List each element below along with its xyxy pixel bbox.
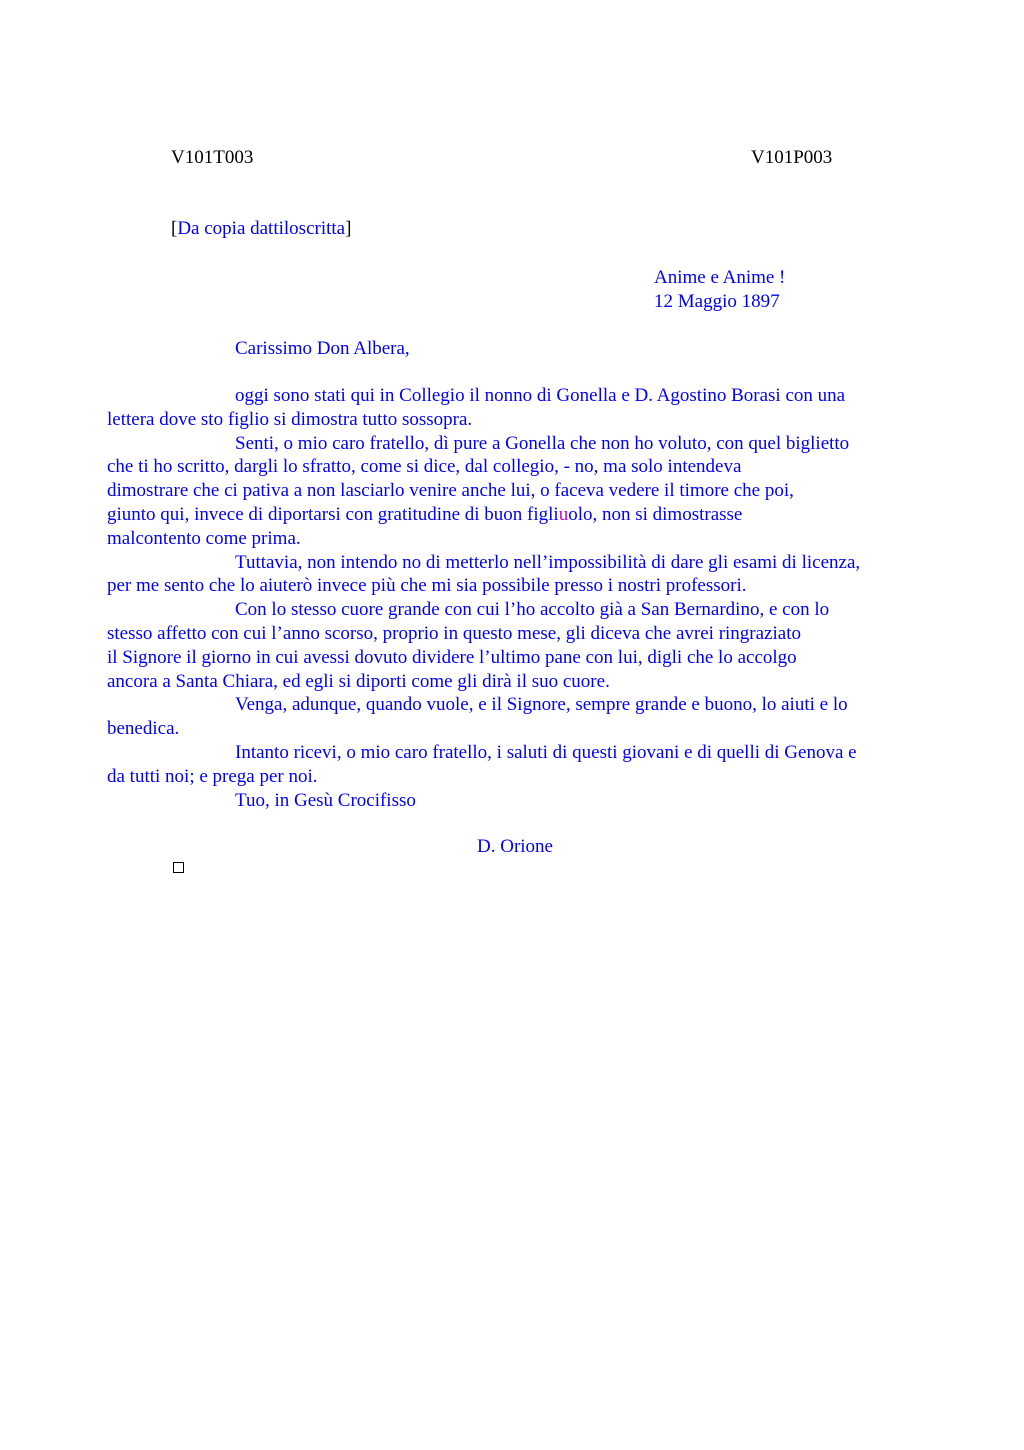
paragraph-line: stesso affetto con cui l’anno scorso, proprio in questo mese, gli diceva che avrei ringraziato [107, 622, 801, 644]
closing-line: Tuo, in Gesù Crocifisso [235, 789, 416, 811]
paragraph-line: ancora a Santa Chiara, ed egli si diporti come gli dirà il suo cuore. [107, 670, 610, 692]
paragraph-4 [107, 598, 931, 693]
paragraph-line: Tuttavia, non intendo no di metterlo nell’impossibilità di dare gli esami di licenza, [235, 551, 861, 573]
end-of-document-box-icon [173, 862, 184, 873]
paragraph-line: benedica. [107, 718, 180, 740]
salutation: Carissimo Don Albera, [235, 338, 410, 359]
paragraph-line: oggi sono stati qui in Collegio il nonno di Gonella e D. Agostino Borasi con una [235, 385, 846, 406]
closing [171, 789, 931, 813]
paragraph-line [107, 503, 931, 527]
paragraph-line: malcontento come prima. [107, 527, 301, 549]
paragraph-1 [107, 384, 931, 432]
source-note-text: Da copia dattiloscritta [177, 218, 346, 239]
paragraph-6 [107, 741, 931, 789]
paragraph-line: da tutti noi; e prega per noi. [107, 765, 318, 787]
document-code-right: V101P003 [751, 147, 833, 168]
paragraph-line: Senti, o mio caro fratello, dì pure a Gonella che non ho voluto, con quel biglietto [235, 432, 850, 454]
paragraph-line: che ti ho scritto, dargli lo sfratto, come si dice, dal collegio, - no, ma solo intendeva [107, 456, 742, 478]
highlighted-letter: u [558, 503, 569, 525]
letter-body [107, 384, 931, 812]
letter-place: Anime e Anime ! [654, 267, 786, 288]
paragraph-line: dimostrare che ci pativa a non lasciarlo venire anche lui, o faceva vedere il timore che poi, [107, 480, 794, 502]
paragraph-line: per me sento che lo aiuterò invece più che mi sia possibile presso i nostri professori. [107, 575, 747, 597]
source-note-open-bracket: [ [171, 218, 178, 239]
document-code-left: V101T003 [171, 147, 254, 168]
paragraph-line: il Signore il giorno in cui avessi dovuto dividere l’ultimo pane con lui, digli che lo accolgo [107, 646, 797, 668]
source-note [171, 217, 351, 241]
paragraph-2 [107, 432, 931, 551]
paragraph-line: lettera dove sto figlio si dimostra tutto sossopra. [107, 408, 473, 430]
paragraph-5 [107, 693, 931, 741]
paragraph-line: Venga, adunque, quando vuole, e il Signore, sempre grande e buono, lo aiuti e lo [235, 694, 848, 716]
paragraph-line: Con lo stesso cuore grande con cui l’ho accolto già a San Bernardino, e con lo [235, 599, 830, 621]
signature: D. Orione [477, 836, 553, 857]
source-note-close-bracket: ] [345, 218, 352, 239]
letter-date: 12 Maggio 1897 [654, 290, 780, 312]
paragraph-3 [107, 551, 931, 599]
paragraph-line-part: olo, non si dimostrasse [568, 503, 743, 525]
paragraph-line: Intanto ricevi, o mio caro fratello, i saluti di questi giovani e di quelli di Genova e [235, 741, 857, 763]
place-date-block [654, 266, 785, 314]
paragraph-line-part: giunto qui, invece di diportarsi con gratitudine di buon figli [107, 503, 559, 525]
